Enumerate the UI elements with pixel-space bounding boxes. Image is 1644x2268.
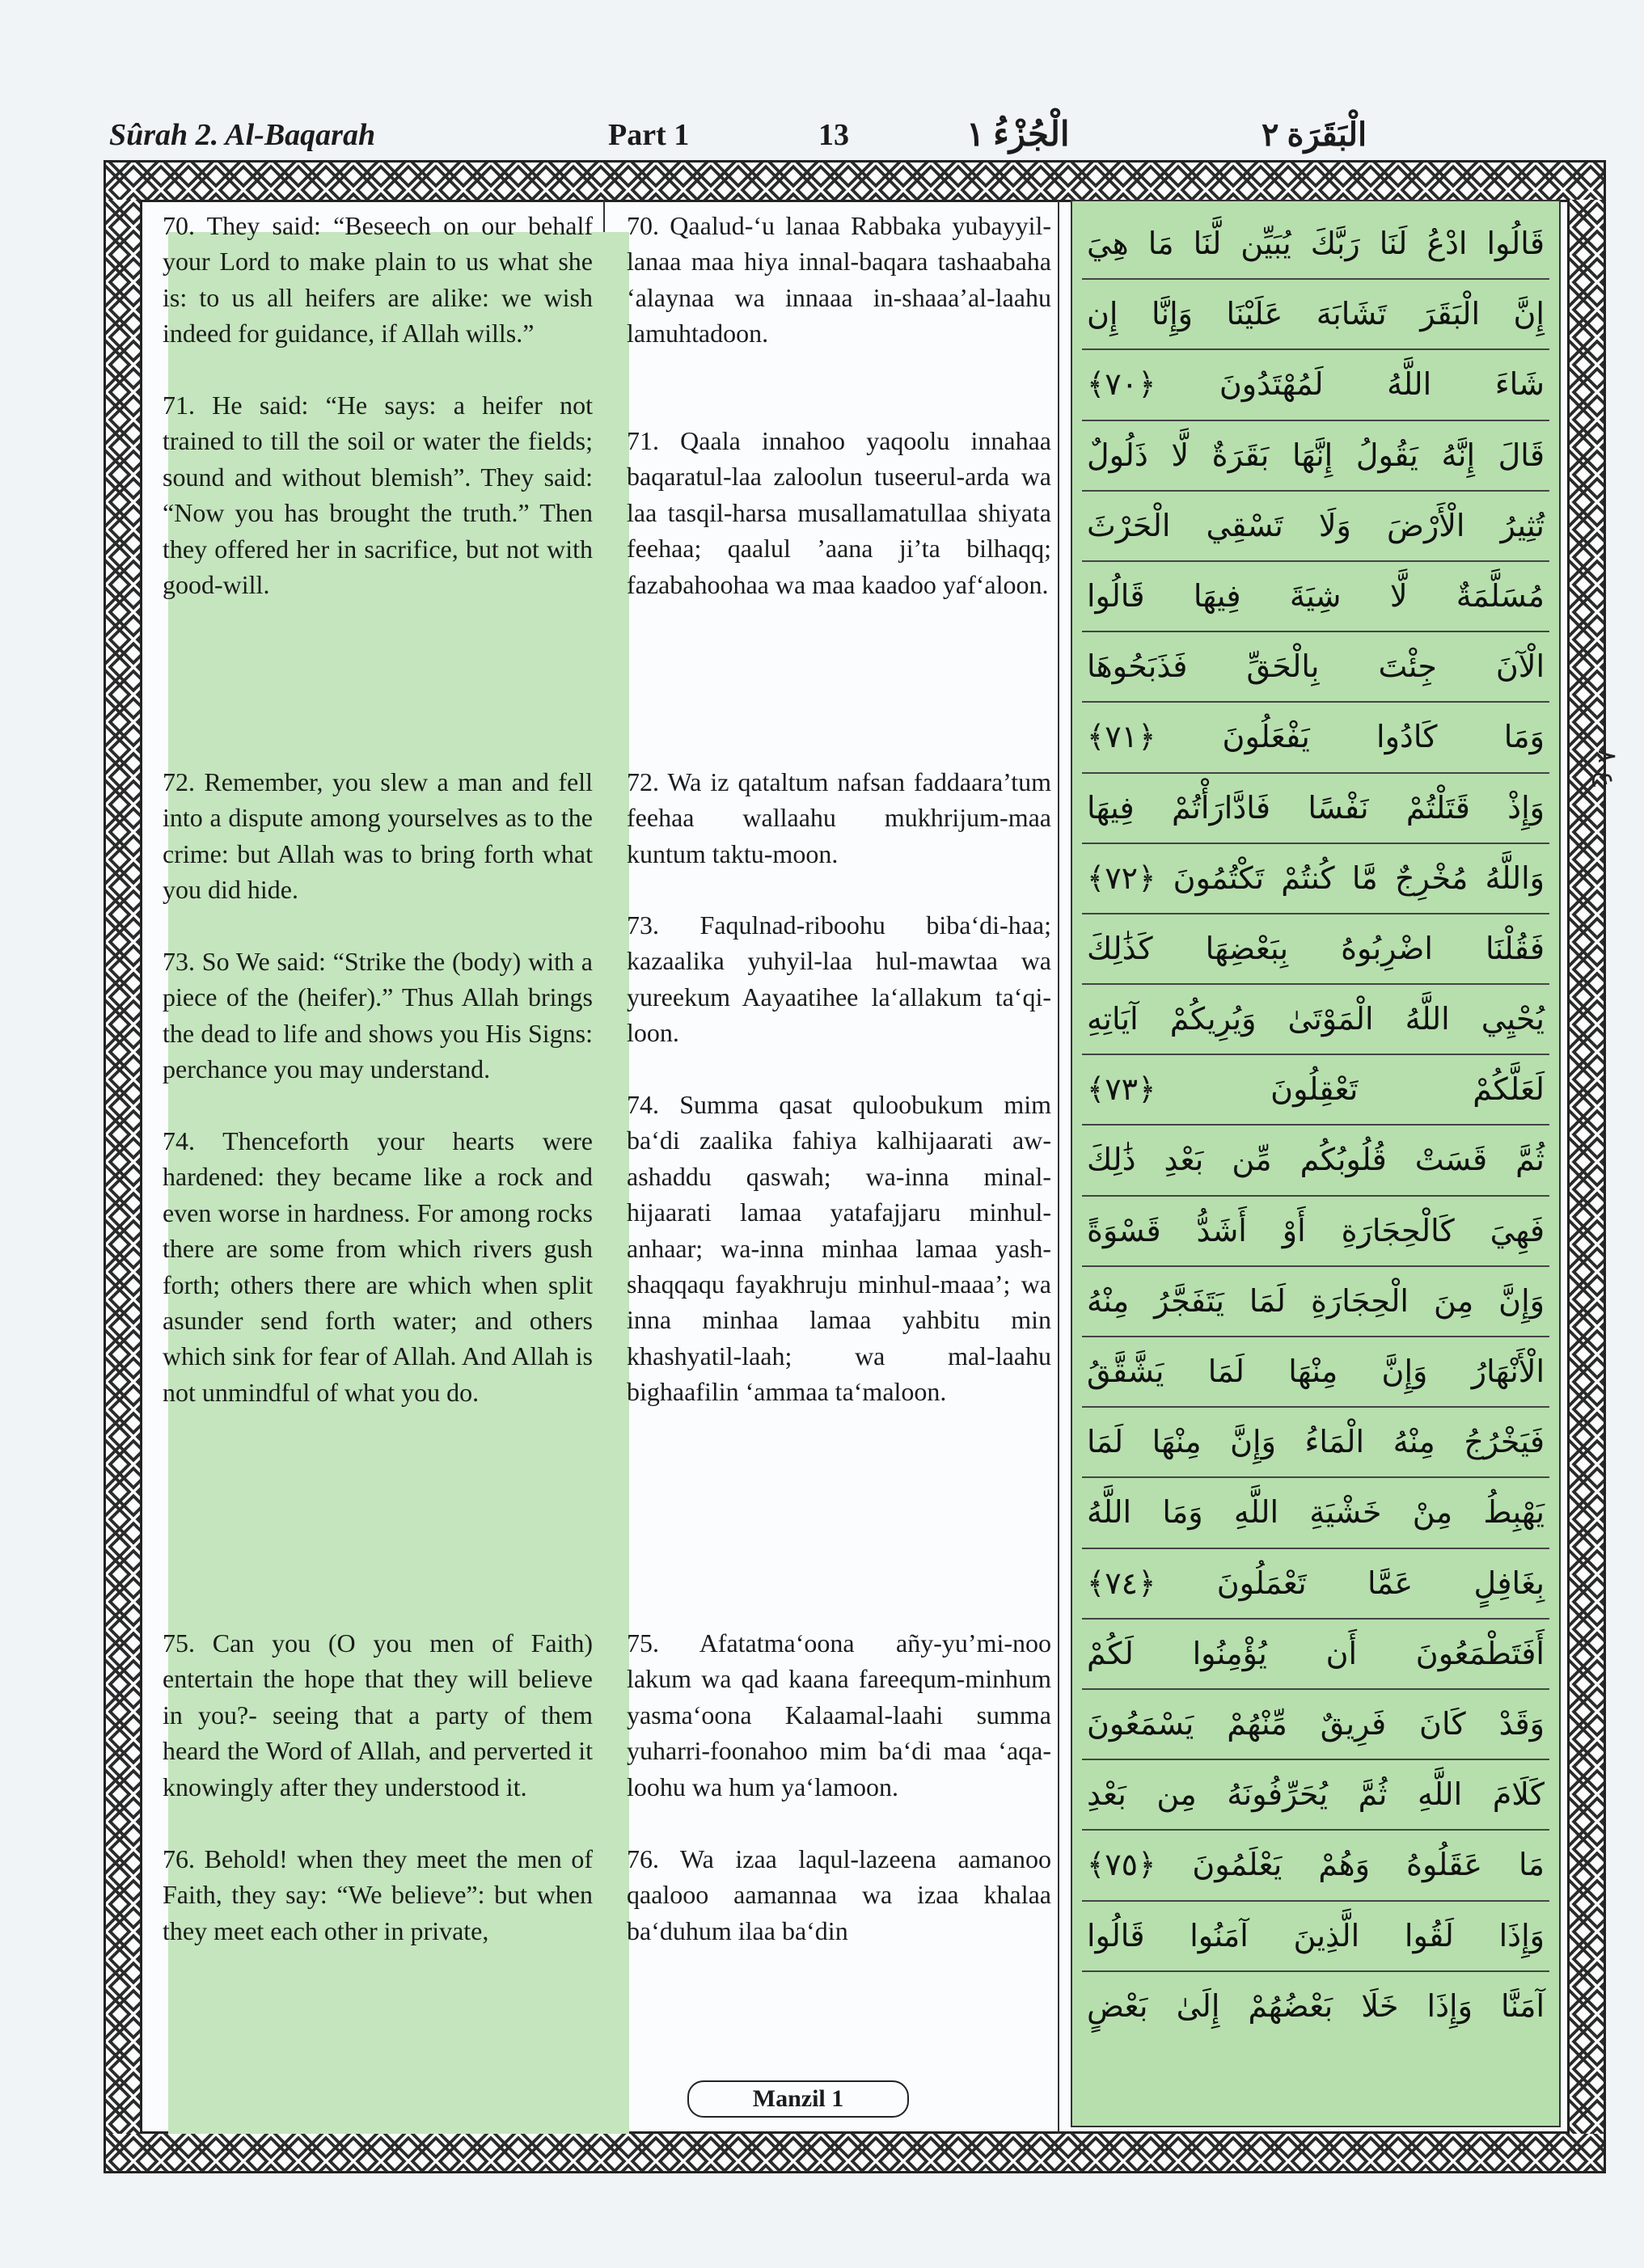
arabic-line: وَإِذَا لَقُوا الَّذِينَ آمَنُوا قَالُوا [1082,1902,1549,1972]
arabic-line: ثُمَّ قَسَتْ قُلُوبُكُم مِّن بَعْدِ ذَٰلِكَ [1082,1126,1549,1196]
english-translation-column [140,200,605,2134]
arabic-line: فَهِيَ كَالْحِجَارَةِ أَوْ أَشَدُّ قَسْوَةً [1082,1197,1549,1267]
arabic-line: فَقُلْنَا اضْرِبُوهُ بِبَعْضِهَا كَذَٰلِكَ [1082,914,1549,985]
page-number: 13 [818,118,849,152]
verse-71-english: 71. He said: “He says: a heifer not trained to till the soil or water the fields; sound and without blemish”. They said: “Now you has brought the truth.” Then they offered her in sacrifice, but not with good-will. [163,391,593,600]
verse-76-english: 76. Behold! when they meet the men of Faith, they say: “We believe”: but when they meet each other in private, [163,1844,593,1945]
verse-72-english: 72. Remember, you slew a man and fell into a dispute among yourselves as to the crime: but Allah was to bring forth what you did hide. [163,767,593,905]
verse-76-transliteration: 76. Wa izaa laqul-lazeena aamanoo qaalooo aamannaa wa izaa khalaa ba‘duhum ilaa ba‘din [627,1844,1051,1945]
arabic-line: يُحْيِي اللَّهُ الْمَوْتَىٰ وَيُرِيكُمْ آيَاتِهِ [1082,985,1549,1055]
verse-75-english: 75. Can you (O you men of Faith) entertain the hope that they will believe in you?- seeing that a party of them heard the Word of Allah, and perverted it knowingly after they understood it. [163,1628,593,1801]
verse-73-transliteration: 73. Faqulnad-riboohu biba‘di-haa; kazaalika yuhyil-laa hul-mawtaa wa yureekum Aayaatihee la‘allakum ta‘qi-loon. [627,910,1051,1048]
surah-title-english: Sûrah 2. Al-Baqarah [109,118,376,152]
arabic-line: وَإِنَّ مِنَ الْحِجَارَةِ لَمَا يَتَفَجَّرُ مِنْهُ [1082,1267,1549,1337]
ornament-border-top [106,163,1604,202]
arabic-line: إِنَّ الْبَقَرَ تَشَابَهَ عَلَيْنَا وَإِنَّا إِن [1082,280,1549,350]
juz-label-arabic: الْجُزْءُ ١ [966,116,1070,154]
ornament-border-bottom [106,2131,1604,2171]
arabic-line: تُثِيرُ الْأَرْضَ وَلَا تَسْقِي الْحَرْثَ [1082,492,1549,562]
arabic-line: وَمَا كَادُوا يَفْعَلُونَ ﴿٧١﴾ [1082,703,1549,773]
arabic-line: يَهْبِطُ مِنْ خَشْيَةِ اللَّهِ وَمَا اللَّهُ [1082,1478,1549,1548]
arabic-text-column [1061,200,1570,2134]
arabic-line: كَلَامَ اللَّهِ ثُمَّ يُحَرِّفُونَهُ مِن بَعْدِ [1082,1760,1549,1831]
arabic-line: مُسَلَّمَةٌ لَّا شِيَةَ فِيهَا قَالُوا [1082,562,1549,632]
verse-70-transliteration: 70. Qaalud-‘u lanaa Rabbaka yubayyil-lanaa maa hiya innal-baqara tashaabaha ‘alaynaa wa innaaa in-shaaa’al-laahu lamuhtadoon. [627,211,1051,348]
ornament-border-right [1567,200,1604,2134]
arabic-line: وَإِذْ قَتَلْتُمْ نَفْسًا فَادَّارَأْتُمْ فِيهَا [1082,774,1549,844]
verse-74-transliteration: 74. Summa qasat quloobukum mim ba‘di zaalika fahiya kalhijaarati aw-ashaddu qaswah; wa-inna minal-hijaarati lamaa yatafajjaru minhul-anhaar; wa-inna minhaa lamaa yash-shaqqaqu fayakhruju minhul-maaa’; wa inna minhaa lamaa yahbitu min khashyatil-laah; wa mal-laahu bighaafilin ‘ammaa ta‘maloon. [627,1090,1051,1407]
arabic-line: وَاللَّهُ مُخْرِجٌ مَّا كُنتُمْ تَكْتُمُونَ ﴿٧٢﴾ [1082,844,1549,914]
arabic-line: قَالُوا ادْعُ لَنَا رَبَّكَ يُبَيِّن لَّنَا مَا هِيَ [1082,209,1549,280]
part-label: Part 1 [608,118,690,152]
manzil-label: Manzil 1 [687,2080,909,2118]
verse-70-english: 70. They said: “Beseech on our behalf your Lord to make plain to us what she is: to us all heifers are alike: we wish indeed for guidance, if Allah wills.” [163,211,593,348]
arabic-line: بِغَافِلٍ عَمَّا تَعْمَلُونَ ﴿٧٤﴾ [1082,1549,1549,1620]
arabic-line: شَاءَ اللَّهُ لَمُهْتَدُونَ ﴿٧٠﴾ [1082,350,1549,420]
transliteration-column [606,200,1059,2134]
arabic-line: آمَنَّا وَإِذَا خَلَا بَعْضُهُمْ إِلَىٰ بَعْضٍ [1087,1987,1545,2024]
arabic-line: فَيَخْرُجُ مِنْهُ الْمَاءُ وَإِنَّ مِنْهَا لَمَا [1082,1408,1549,1478]
arabic-line: الْأَنْهَارُ وَإِنَّ مِنْهَا لَمَا يَشَّقَّقُ [1082,1337,1549,1408]
arabic-lines [1082,209,1549,2042]
arabic-line: لَعَلَّكُمْ تَعْقِلُونَ ﴿٧٣﴾ [1082,1055,1549,1126]
verse-71-transliteration: 71. Qaala innahoo yaqoolu innahaa baqaratul-laa zaloolun tuseerul-arda wa laa tasqil-harsa musallamatullaa shiyata feehaa; qaalul ’aana ji’ta bilhaqq; fazabahoohaa wa maa kaadoo yaf‘aloon. [627,426,1051,599]
verse-72-transliteration: 72. Wa iz qataltum nafsan faddaara’tum feehaa wallaahu mukhrijum-maa kuntum taktu-moon. [627,767,1051,868]
verse-73-english: 73. So We said: “Strike the (body) with a piece of the (heifer).” Thus Allah brings the dead to life and shows you His Signs: perchance you may understand. [163,947,593,1084]
arabic-line: أَفَتَطْمَعُونَ أَن يُؤْمِنُوا لَكُمْ [1082,1620,1549,1690]
arabic-line: مَا عَقَلُوهُ وَهُمْ يَعْلَمُونَ ﴿٧٥﴾ [1082,1831,1549,1901]
verse-74-english: 74. Thenceforth your hearts were hardened: they became like a rock and even worse in hardness. For among rocks there are some from which rivers gush forth; others there are which when split asunder send forth water; and others which sink for fear of Allah. And Allah is not unmindful of what you do. [163,1126,593,1407]
verse-75-transliteration: 75. Afatatma‘oona añy-yu’mi-noo lakum wa qad kaana fareequm-minhum yasma‘oona Kalaamal-laahi summa yuharri-foonahoo mim ba‘di maa ‘aqa-loohu wa hum ya‘lamoon. [627,1628,1051,1801]
ruku-margin-mark: ع ٨ [1592,749,1623,788]
arabic-line: قَالَ إِنَّهُ يَقُولُ إِنَّهَا بَقَرَةٌ لَّا ذَلُولٌ [1082,421,1549,492]
arabic-line: الْآنَ جِئْتَ بِالْحَقِّ فَذَبَحُوهَا [1082,632,1549,703]
ornament-border-left [106,200,142,2134]
surah-title-arabic: الْبَقَرَة ٢ [1262,116,1367,153]
arabic-line: وَقَدْ كَانَ فَرِيقٌ مِّنْهُمْ يَسْمَعُونَ [1082,1690,1549,1760]
